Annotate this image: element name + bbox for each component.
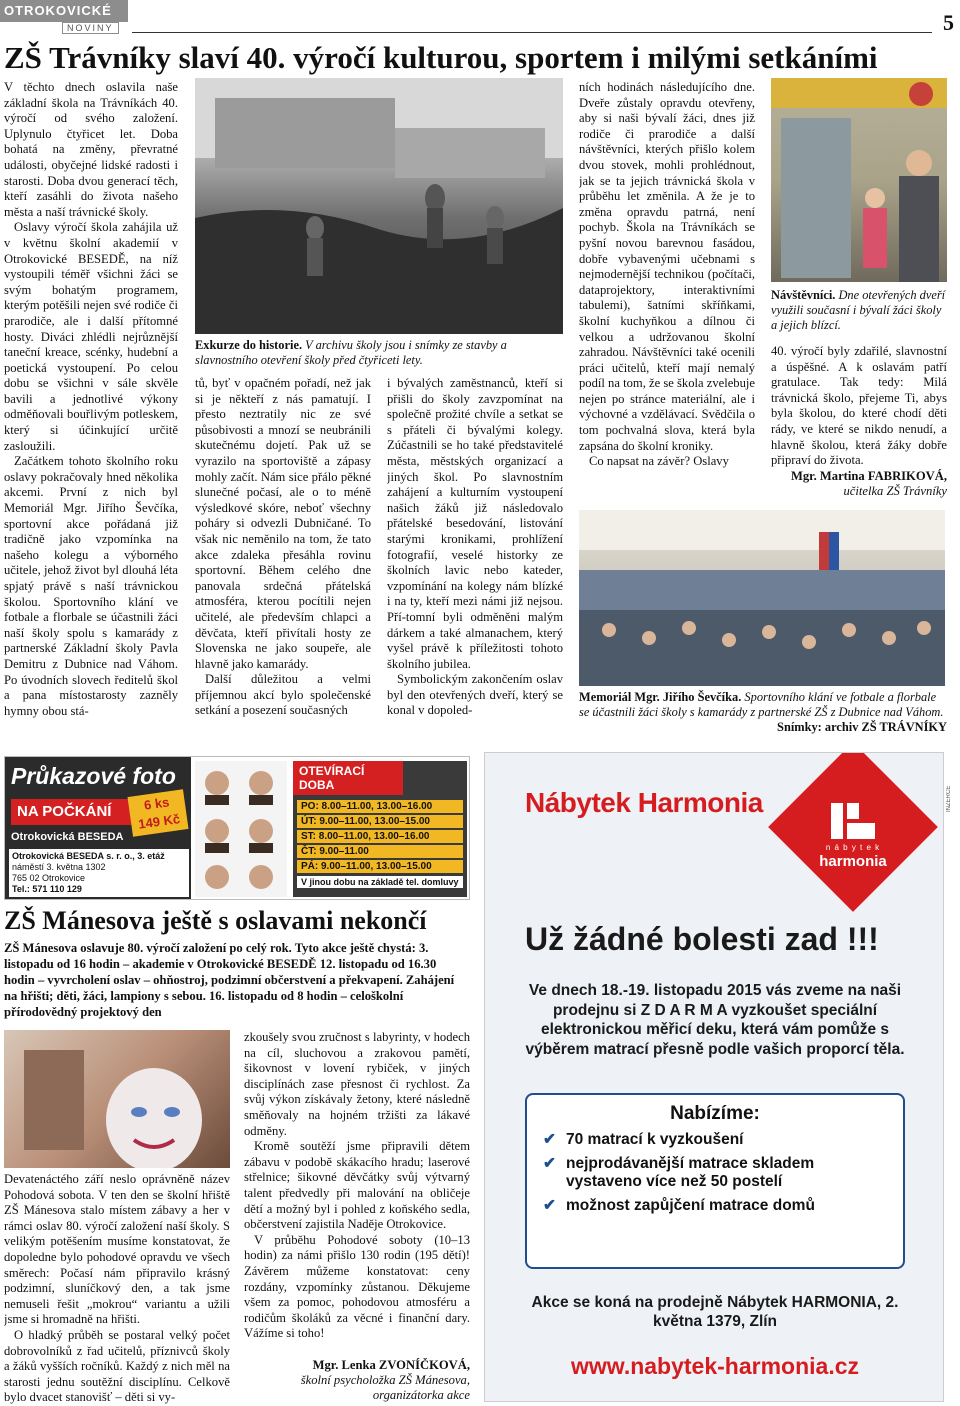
ad-place: Otrokovická BESEDA [11,831,124,843]
ad-contact [9,849,189,897]
ad-title: Průkazové foto [11,763,176,789]
offer-item [543,1131,893,1149]
masthead [0,0,128,38]
ad-address2: 765 02 Otrokovice [12,873,86,883]
offer-item [543,1197,893,1215]
hours-row: ST: 8.00–11.00, 13.00–16.00 [297,830,463,843]
logo-line1: n á b y t e k [825,843,881,852]
paragraph: V těchto dnech oslavila naše základní škola na Trávníkách 40. výročí od svého založení. Uplynulo čtyřicet let. Doba bohatá na změny, převratné události, obyčejné lidské radosti i starosti. Doba dvou generací těch, kteří zasáhli do života našeho města a naší trávnické školy. [4,80,178,219]
ad-footer: Akce se koná na prodejně Nábytek HARMONIA, 2. května 1379, Zlín [531,1294,899,1330]
article1-col3 [387,376,563,738]
ad-sample-portraits [195,761,287,897]
article1-col2 [195,376,371,738]
article2-title: ZŠ Mánesova ještě s oslavami nekončí [4,906,427,935]
caption-bold: Exkurze do historie. [195,338,303,352]
ad-address1: náměstí 3. května 1302 [12,862,106,872]
header-rule [132,32,932,33]
caption-italic: Sportovního klání ve fotbale a florbale se účastnili žáci školy s kamarády z partnerské ZŠ z Dubnice nad Váhom. [579,690,944,719]
article2-colB [244,1030,470,1366]
portrait-icons [195,761,287,897]
checkmark-icon: ✔ [543,1197,556,1214]
hours-row: ÚT: 9.00–11.00, 13.00–15.00 [297,815,463,828]
hours-row: PO: 8.00–11.00, 13.00–16.00 [297,800,463,813]
offer-item [543,1155,893,1191]
article1-col5 [771,344,947,506]
ad-phone: Tel.: 571 110 129 [12,884,82,894]
badge-count: 6 ks [143,794,171,813]
ad-offer-box [525,1093,905,1269]
headline: ZŠ Trávníky slaví 40. výročí kulturou, sportem i milými setkáními [4,40,878,75]
offer-title: Nabízíme: [670,1103,760,1124]
paragraph: i bývalých zaměstnanců, kteří si přišli do školy zavzpomínat na společně prožité chvíle a setkat se s přáteli či bývalými kolegy. Zúčastnili se ho také představitelé města, městských organizací a jiných škol. Po slavnostním zahájení a kulturním vystoupení našich žáků již následovalo přátelské besedování, listování starými kronikami, prohlížení fotografií, veselé historky ze školních lavic nebo kateder, vzpomínání na kolegy nám blízké i na ty, kteří mezi námi již nejsou. Pří-tomní byli odměněni malým dárkem a také almanachem, který vyšel právě k příležitosti tohoto školního jubilea. [387,376,563,671]
ad-subtitle: NA POČKÁNÍ [11,799,131,825]
offer-text: 70 matrací k vyzkoušení [566,1131,744,1148]
paragraph: tů, byť v opačném pořadí, než jak si je někteří z nás pamatují. I přesto neztratily nic ze své působivosti a mnozí se neubránili skutečnému dojetí. Pak už se vyrazilo na sportoviště a zápasy mohly začít. Nám sice přálo pěkné slunečné počasí, ale o to méně výsledkové skóre, neboť všechny poháry si odvezli Dubničané. To však nic neměnilo na tom, že tato akce zdaleka přesáhla rovinu sportovní. Během celého dne panovala srdečná přátelská atmosféra, kterou pocítili nejen učitelé, ale především chlapci a děvčata, kteří přivítali hosty ze Slovenska ne jako soupeře, ale hlavně jako kamarády. [195,376,371,671]
author-role: organizátorka akce [372,1388,470,1402]
offer-text: možnost zapůjčení matrace domů [566,1197,815,1214]
paragraph: ních hodinách následujícího dne. Dveře zůstaly opravdu otevřeny, aby si naši bývalí žáci, dnes již rodiče či prarodiče a další návštěvníci, kterých přišlo kolem dvou stovek, mohli prohlédnout, jak se ta jejich trávnická škola v průběhu let změnila. A že je to změna opravdu patrná, není pochyb. Škola na Trávníkách se pyšní novou barevnou fasádou, dobře vybavenými učebnami s nejmodernější technikou (počítači, dataprojektory, interaktivními tabulemi), šatními skříňkami, školní kuchyňkou a dílnou či velkou a udržovanou školní zahradou. Návštěvníci také ocenili práci učitelů, kteří mají nemalý podíl na tom, že se škola zvelebuje nejen po stránce materiální, ale i výchovné a vzdělávací. Svědčila o tom pochvalná slova, která byla zapsána do školní kroniky. [579,80,755,453]
checkmark-icon: ✔ [543,1155,556,1172]
caption-italic: V archivu školy jsou i snímky ze stavby a slavnostního otevření školy před čtyřiceti lety. [195,338,507,367]
face-painting-photo [4,1030,230,1168]
ad-slogan: Už žádné bolesti zad !!! [525,921,879,957]
caption-bold: Memoriál Mgr. Jiřího Ševčíka. [579,690,742,704]
masthead-sub: NOVINY [62,22,119,34]
ad-company: Otrokovická BESEDA s. r. o., 3. etáž [12,851,165,861]
author-name: Mgr. Martina FABRIKOVÁ, [790,468,947,483]
face-painting-photo-art [4,1030,230,1168]
photo-credit: Snímky: archiv ZŠ TRÁVNÍKY [777,720,947,734]
paragraph: zkoušely svou zručnost s labyrinty, v hodech na cíl, sluchovou a zrakovou pamětí, šikovnost v lovení rybiček, v jiných disciplínách zase přesnost či rychlost. Za svůj výkon získávaly žetony, které následně směňovaly na hojném tržišti za lákavé odměny. [244,1030,470,1138]
memorial-photo-caption [579,690,947,738]
page-number: 5 [943,10,954,35]
logo-line2: harmonia [819,853,887,870]
masthead-brand: OTROKOVICKÉ [0,0,128,22]
memorial-photo-art [579,510,945,686]
paragraph: Oslavy výročí škola zahájila už v květnu školní akademií v Otrokovické BESEDĚ, na níž vystoupili téměř všichni žáci se svým bohatým programem, kterým potěšili nejen své rodiče či prarodiče, ale i další přítomné hosty. Diváci zhlédli nejrůznější taneční kreace, scénky, hudební a poetická vystoupení. Po celou dobu se všichni v sále skvěle bavili a jednotlivé výkony odměňovali bouřlivým potleskem, který si účinkující určitě zasloužili. [4,220,178,453]
author-name: Mgr. Lenka ZVONÍČKOVÁ, [312,1358,470,1372]
article1-col1 [4,80,178,740]
paragraph: Co napsat na závěr? Oslavy [589,454,729,469]
checkmark-icon: ✔ [543,1131,556,1148]
paragraph: Symbolickým zakončením oslav byl den otevřených dveří, který se konal v dopoled- [387,672,563,718]
visitors-photo-art [771,78,947,282]
hours-row: ČT: 9.00–11.00 [297,845,463,858]
ad-body: Ve dnech 18.-19. listopadu 2015 vás zveme na naši prodejnu si Z D A R M A vyzkoušet speciální elektronickou měřicí deku, která vám pomůže s výběrem matrací přesně podle vašich proporcí těla. [525,982,905,1058]
visitors-photo-caption [771,288,949,336]
logo-mark-icon [827,799,879,843]
historical-photo-art [195,78,563,334]
hours-row: PÁ: 9.00–11.00, 13.00–15.00 [297,860,463,873]
historical-photo [195,78,563,334]
paragraph: V průběhu Pohodové soboty (10–13 hodin) za námi přišlo 130 rodin (195 dětí)! Závěrem můžeme konstatovat: ceny rozdány, vzpomínky zůstanou. Děkujeme všem za pomoc, pohodovou atmosféru a rodičům školáků za věcné i finanční dary. Vážíme si toho! [244,1232,470,1341]
paragraph: Devatenáctého září neslo oprávněně název Pohodová sobota. V ten den se školní hřiště ZŠ Mánesova stalo místem zábavy a her v rámci oslav 80. výročí založení naší školy. S velikým potěšením musíme konstatovat, že dopoledne bylo pohodové opravdu ve všech směrech: Počasí nám připravilo krásný podzimní, sluníčkový den, a tak jsme nemuseli řešit „mokrou“ variantu a užili jsme si hromadně na hřišti. [4,1172,230,1327]
paragraph: 40. výročí byly zdařilé, slavnostní a úspěšné. A k oslavám patří gratulace. Tak tedy: Milá trávnická školo, přejeme Ti, abys byla školou, do které chodí děti rády, ve které se nikdo nenudí, a hlavně školou, která žáky dobře připraví do života. [771,344,947,468]
ad-harmonia [484,752,944,1402]
paragraph: Další důležitou a velmi příjemnou akcí bylo společenské setkání a posezení současných [195,672,371,718]
article2-lead: ZŠ Mánesova oslavuje 80. výročí založení po celý rok. Tyto akce ještě chystá: 3. listopadu od 16 hodin – akademie v Otrokovické BESEDĚ 12. listopadu od 16.30 hodin – vyvrcholení oslav – ohňostroj, podzimní občerstvení a překvapení. Zahájení na hřišti; děti, žáci, lampiony s sebou. 16. listopadu od 8 hodin – celoškolní přírodovědný projektový den [4,941,455,1019]
visitors-photo [771,78,947,282]
caption-bold: Návštěvníci. [771,288,836,302]
paragraph: Kromě soutěží jsme připravili dětem zábavu v podobě skákacího hradu; laserové střelnice; šikovné děvčátky svůj výtvarný talent předvedly při malování na obličeje dětí a možný byl i pohled z koňského sedla, občerstvení zajistila Naděje Otrokovice. [244,1139,470,1232]
author-role: učitelka ZŠ Trávníky [843,484,947,499]
article1-col4 [579,80,755,504]
ad-price-badge [127,789,188,836]
ad-opening-hours [293,761,467,897]
ad-website-link[interactable]: www.nabytek-harmonia.cz [571,1353,859,1379]
author-role: školní psycholožka ZŠ Mánesova, [300,1373,470,1387]
article2-colA [4,1172,230,1404]
paragraph: Začátkem tohoto školního roku oslavy pokračovaly hned několika akcemi. První z nich byl Memoriál Mgr. Jiřího Ševčíka, sportovní akce pořádaná již tradičně jako vzpomínka na našeho kolegu a výborného učitele, jehož život byl dlouhá léta spjatý právě s naší trávnickou školou. Sportovního klání ve fotbale a florbale se účastnili žáci naší školy spolu s kamarády z partnerské Základní školy Pavla Demitru z Dubnice nad Váhom. Po úvodních slovech ředitelů škol a pana místostarosty zazněly hymny obou stá- [4,454,178,718]
article2-signature [244,1358,470,1403]
caption-italic: Dne otevřených dveří využili současní i bývalí žáci školy a jejich blízcí. [771,288,946,332]
ad-tag: INZERCE [946,785,952,812]
hours-title: OTEVÍRACÍ DOBA [293,761,403,795]
hours-note: V jinou dobu na základě tel. domluvy [297,876,463,888]
paragraph: O hladký průběh se postaral velký počet dobrovolníků z řad učitelů, příznivců školy a žáků vyšších ročníků. Každý z nich měl na starosti jednu soutěžní disciplínu. Celkově bylo dvacet stanovišť – děti si vy- [4,1327,230,1404]
ad-brand: Nábytek Harmonia [525,787,763,818]
historical-photo-caption [195,338,565,372]
ad-left-panel [5,757,191,900]
offer-text: nejprodávanější matrace skladem vystaveno více než 50 postelí [566,1155,815,1190]
memorial-photo [579,510,945,686]
badge-price: 149 Kč [137,811,181,832]
ad-passport-photo [4,756,470,900]
hours-list [293,795,467,894]
